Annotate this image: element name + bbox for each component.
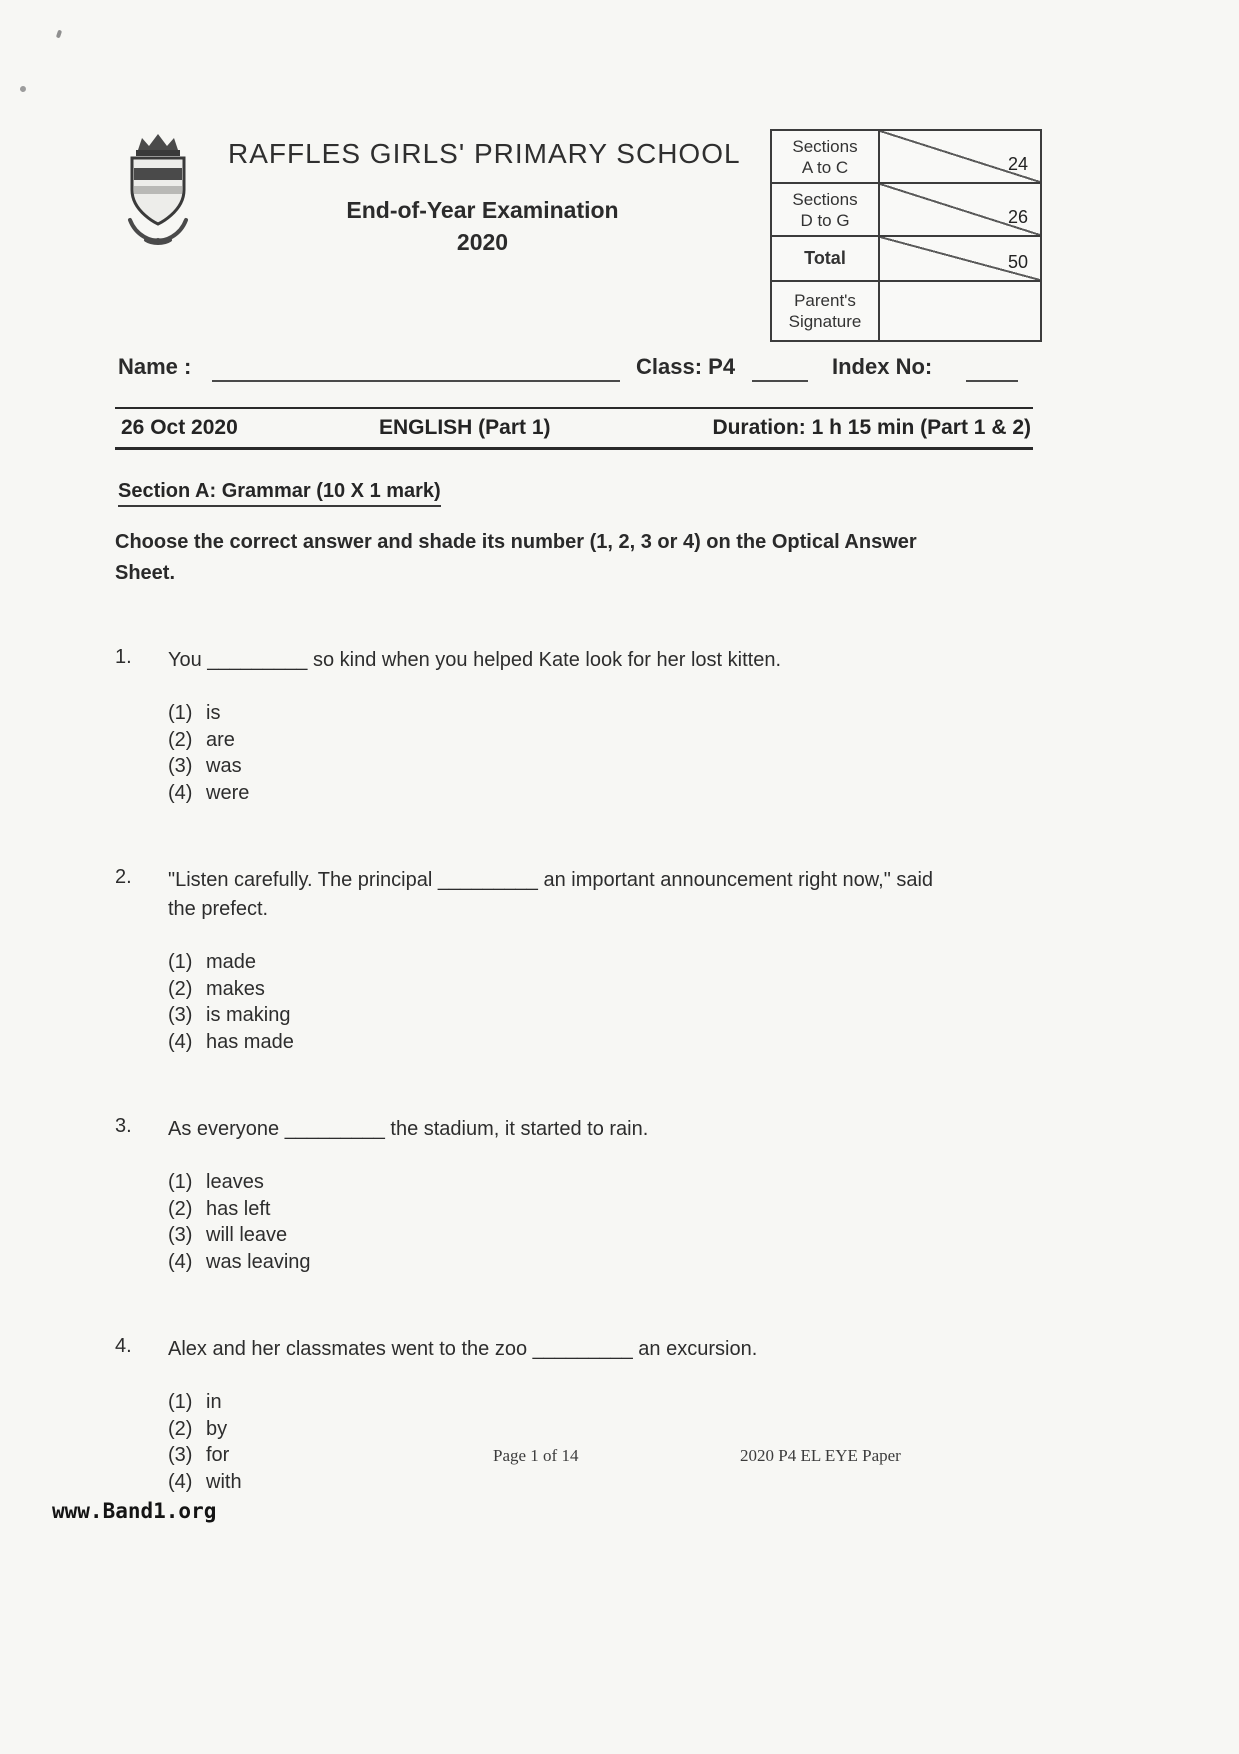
- marks-label-line2: Signature: [788, 312, 862, 331]
- option-number: (3): [168, 755, 193, 777]
- option: [168, 1469, 1045, 1496]
- option-text: by: [206, 1417, 228, 1440]
- option: [168, 1389, 1045, 1416]
- option-number: (1): [168, 702, 193, 724]
- exam-title: End-of-Year Examination: [346, 197, 619, 223]
- option: [168, 1002, 1045, 1029]
- options-list: [168, 949, 1045, 1055]
- question-text: You _________ so kind when you helped Kate look for her lost kitten.: [168, 649, 782, 671]
- option-number: (4): [168, 1470, 193, 1493]
- option: [168, 1416, 1045, 1443]
- marks-label-line1: Sections: [792, 189, 858, 209]
- options-list: [168, 1389, 1045, 1495]
- question-body: [168, 1335, 1045, 1495]
- exam-duration: Duration: 1 h 15 min (Part 1 & 2): [712, 416, 1031, 439]
- question-body: [168, 866, 1045, 1055]
- name-label: Name :: [118, 354, 192, 379]
- option-text: has left: [206, 1197, 271, 1220]
- marks-score-value: 26: [1007, 207, 1028, 227]
- question-number: 4.: [115, 1335, 132, 1357]
- option-text: for: [206, 1444, 230, 1466]
- option-number: (3): [168, 1224, 193, 1246]
- option-text: with: [206, 1470, 242, 1493]
- marks-row-label: [772, 131, 880, 182]
- option: [168, 976, 1045, 1003]
- marks-table: [770, 129, 1042, 342]
- exam-title-block: [230, 194, 735, 258]
- exam-subject: ENGLISH (Part 1): [379, 416, 551, 439]
- option: [168, 1196, 1045, 1223]
- scan-speck: [56, 30, 62, 39]
- option: [168, 949, 1045, 976]
- marks-label-line1: Total: [804, 248, 846, 268]
- question-text: "Listen carefully. The principal _________ an important announcement right now," said the prefect.: [168, 869, 934, 920]
- option-number: (4): [168, 1250, 193, 1273]
- marks-row-sections-a-c: [772, 131, 1040, 184]
- option-number: (2): [168, 1197, 193, 1220]
- option: [168, 1169, 1045, 1196]
- exam-info-bar: [115, 407, 1033, 450]
- marks-row-sections-d-g: [772, 184, 1040, 237]
- questions-list: [115, 646, 1045, 1555]
- option-number: (2): [168, 728, 193, 751]
- option-number: (2): [168, 977, 193, 1000]
- option-number: (4): [168, 1030, 193, 1053]
- question-1: [115, 646, 1045, 806]
- marks-row-label: [772, 184, 880, 235]
- exam-date: 26 Oct 2020: [121, 416, 238, 439]
- option-number: (3): [168, 1444, 193, 1466]
- school-name: RAFFLES GIRLS' PRIMARY SCHOOL: [228, 138, 741, 169]
- question-text: Alex and her classmates went to the zoo _________ an excursion.: [168, 1338, 758, 1360]
- option-text: are: [206, 728, 235, 751]
- options-list: [168, 1169, 1045, 1275]
- question-number: 1.: [115, 646, 132, 668]
- question-body: [168, 1115, 1045, 1275]
- marks-row-parent-signature: [772, 282, 1040, 340]
- section-a-instructions: Choose the correct answer and shade its number (1, 2, 3 or 4) on the Optical Answer Sheet.: [115, 531, 917, 584]
- option-text: makes: [206, 977, 265, 1000]
- question-4: [115, 1335, 1045, 1495]
- option: [168, 780, 1045, 807]
- scan-speck: [19, 85, 27, 93]
- question-number: 2.: [115, 866, 132, 888]
- name-blank-line: [212, 352, 620, 382]
- page-number: Page 1 of 14: [493, 1446, 579, 1465]
- option: [168, 753, 1045, 780]
- class-blank-line: [752, 352, 808, 382]
- website-watermark: www.Band1.org: [52, 1499, 217, 1523]
- student-info-row: [0, 352, 1239, 388]
- question-body: [168, 646, 1045, 806]
- question-text: As everyone _________ the stadium, it started to rain.: [168, 1118, 649, 1140]
- option: [168, 1442, 1045, 1469]
- marks-row-label: [772, 237, 880, 280]
- option-text: was leaving: [206, 1250, 311, 1273]
- options-list: [168, 700, 1045, 806]
- marks-row-total: [772, 237, 1040, 282]
- option-number: (2): [168, 1417, 193, 1440]
- option: [168, 1222, 1045, 1249]
- index-no-label: Index No:: [832, 354, 933, 379]
- question-3: [115, 1115, 1045, 1275]
- option-text: was: [206, 755, 242, 777]
- marks-label-line2: D to G: [800, 210, 850, 230]
- exam-year: 2020: [456, 229, 509, 255]
- class-label: Class: P4: [636, 354, 736, 379]
- option-text: made: [206, 951, 257, 973]
- section-a-title: Section A: Grammar (10 X 1 mark): [118, 480, 441, 507]
- marks-label-line1: Parent's: [794, 291, 856, 310]
- option-text: were: [206, 781, 250, 804]
- option-number: (3): [168, 1004, 193, 1026]
- question-2: [115, 866, 1045, 1055]
- option-text: is making: [206, 1004, 291, 1026]
- option-number: (1): [168, 1391, 193, 1413]
- option-text: is: [206, 702, 221, 724]
- index-no-blank-line: [966, 352, 1018, 382]
- marks-score-cell: [880, 237, 1040, 280]
- option-text: leaves: [206, 1171, 264, 1193]
- marks-score-cell: [880, 184, 1040, 235]
- option: [168, 700, 1045, 727]
- paper-id-footer: 2020 P4 EL EYE Paper: [740, 1446, 901, 1465]
- option-text: has made: [206, 1030, 294, 1053]
- option: [168, 1249, 1045, 1276]
- option: [168, 1029, 1045, 1056]
- marks-label-line2: A to C: [801, 157, 849, 177]
- option-number: (1): [168, 951, 193, 973]
- option-number: (1): [168, 1171, 193, 1193]
- marks-score-value: 50: [1007, 252, 1028, 272]
- marks-score-value: 24: [1007, 154, 1028, 174]
- option-number: (4): [168, 781, 193, 804]
- school-crest-icon: [116, 128, 201, 255]
- question-number: 3.: [115, 1115, 132, 1137]
- marks-label-line1: Sections: [792, 136, 858, 156]
- marks-score-cell: [880, 131, 1040, 182]
- option-text: in: [206, 1391, 222, 1413]
- option-text: will leave: [206, 1224, 288, 1246]
- marks-row-label: [772, 282, 880, 340]
- option: [168, 727, 1045, 754]
- parent-signature-cell: [880, 282, 1040, 340]
